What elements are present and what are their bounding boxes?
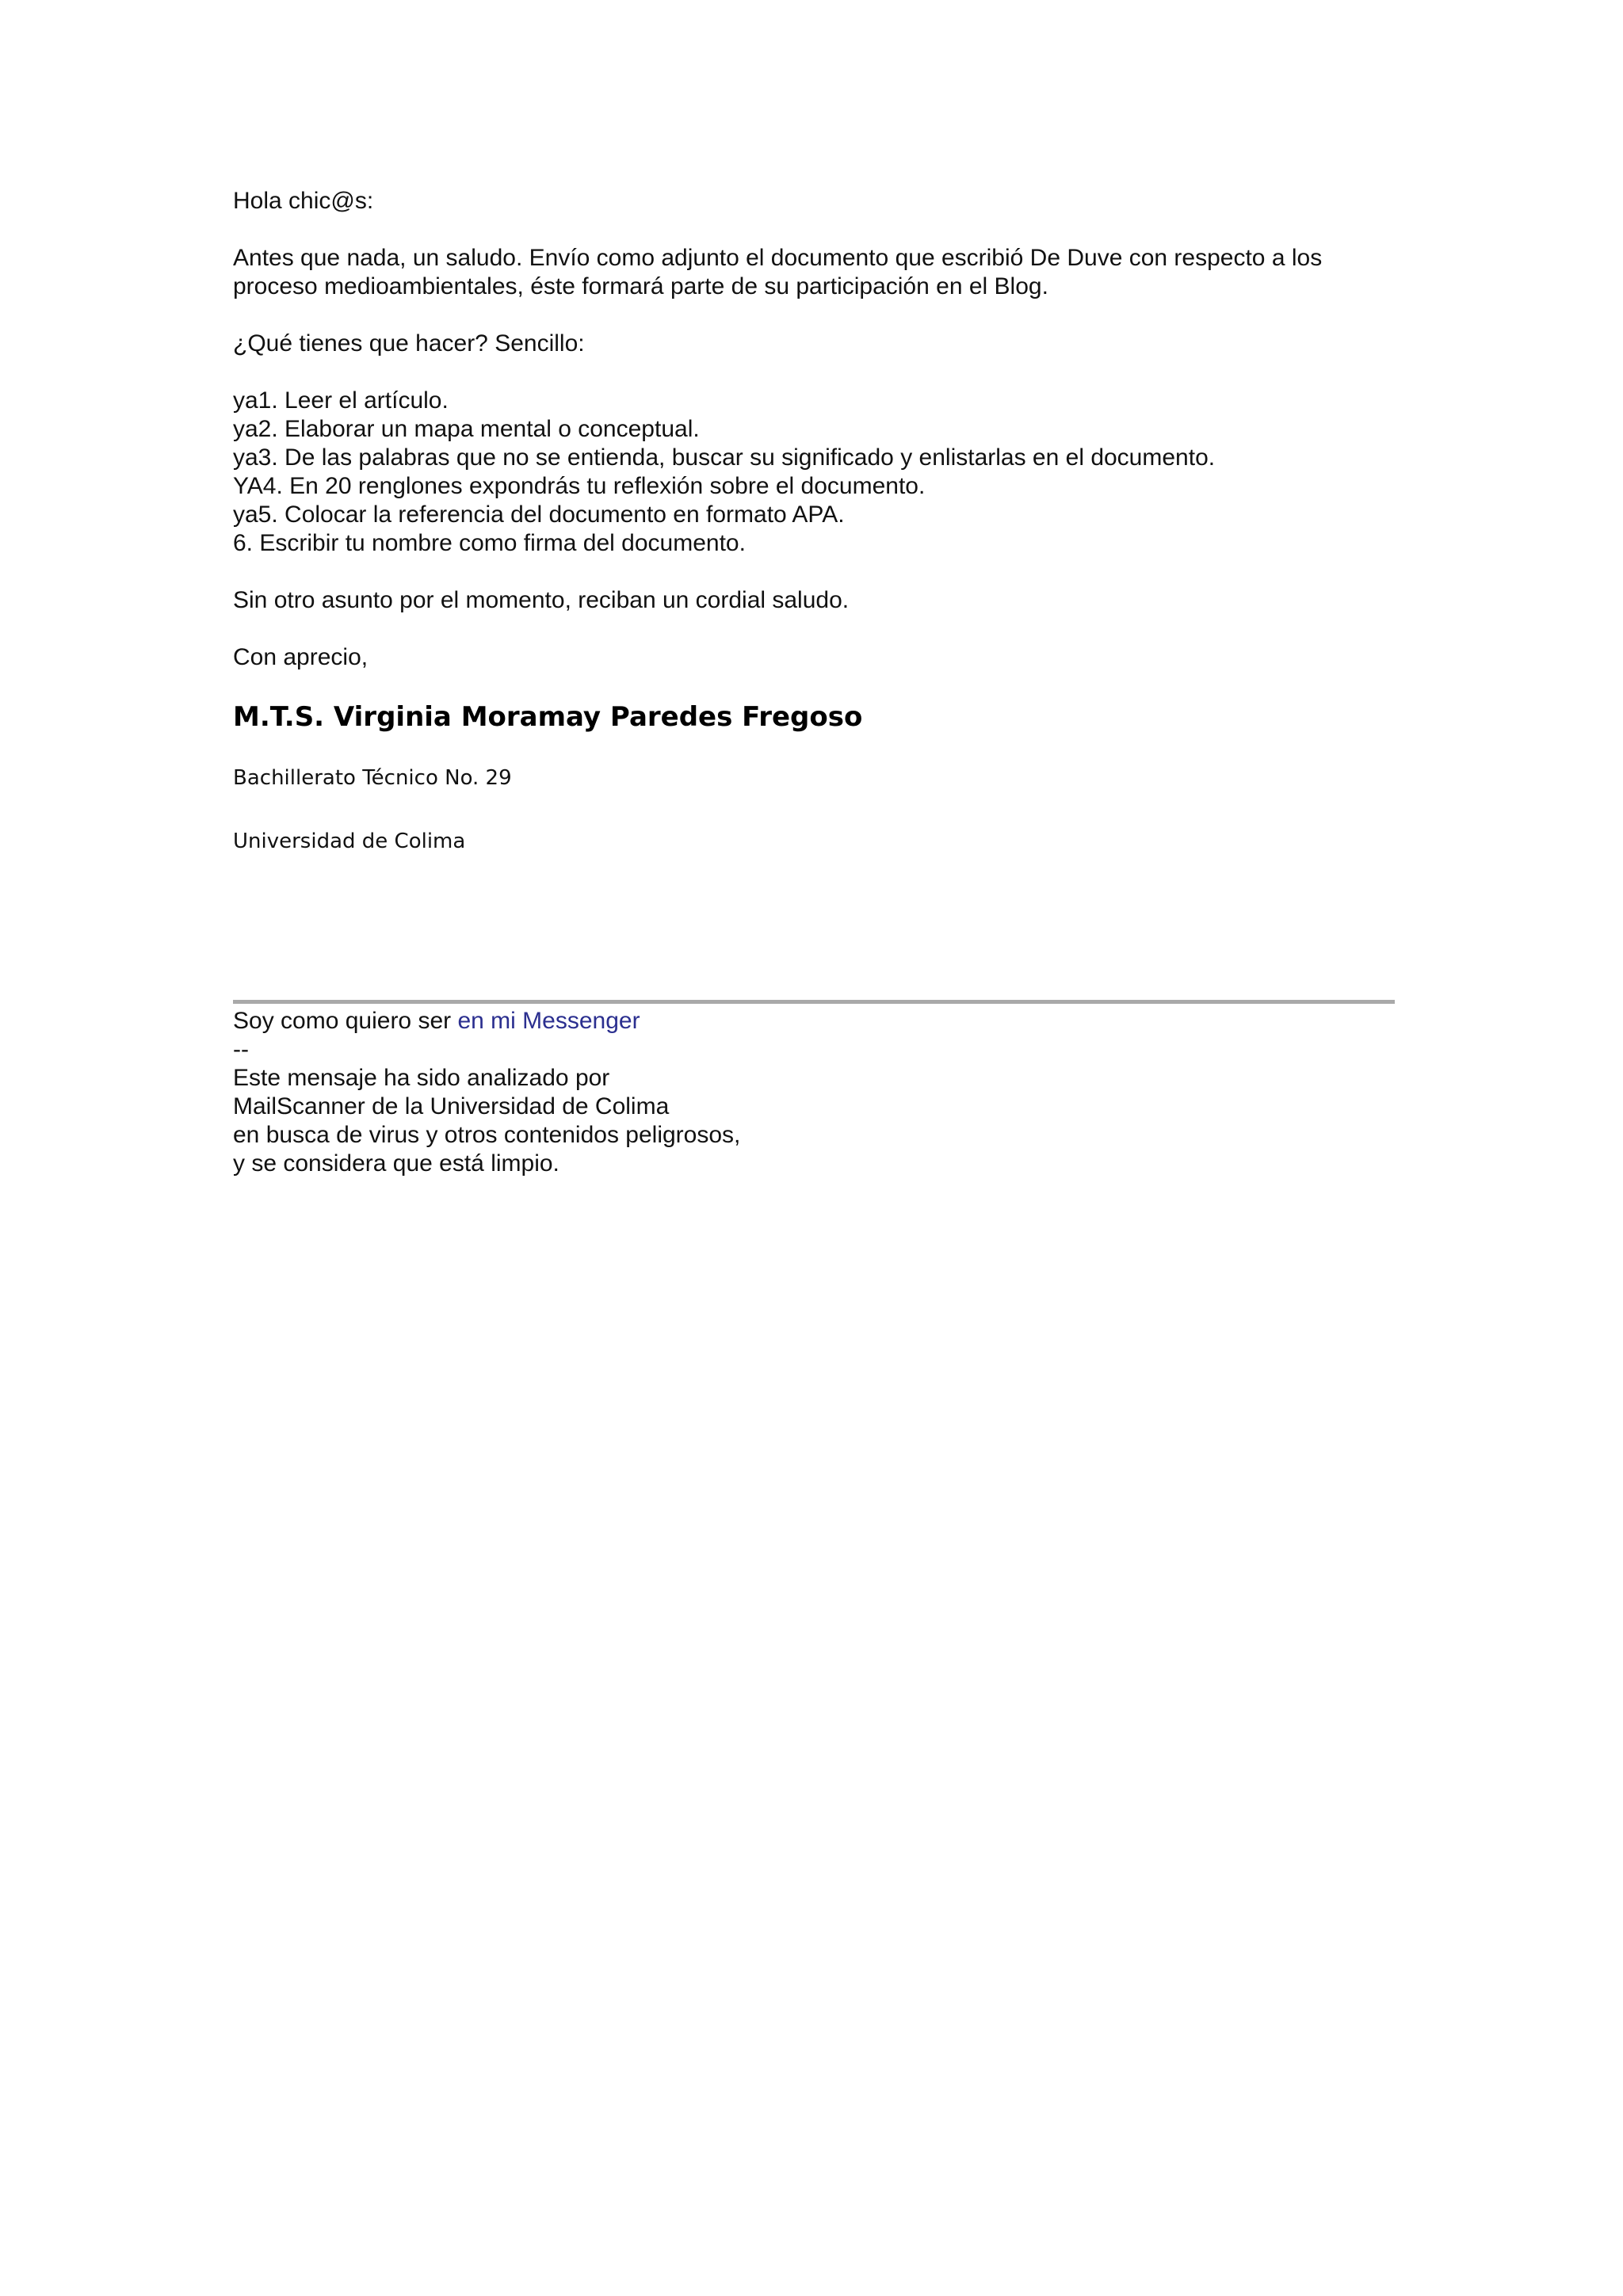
signature-university: Universidad de Colima (233, 830, 466, 853)
instructions-question: ¿Qué tienes que hacer? Sencillo: (233, 330, 585, 357)
signature-name: M.T.S. Virginia Moramay Paredes Fregoso (233, 701, 863, 733)
list-item: ya3. De las palabras que no se entienda, buscar su significado y enlistarlas en el documento. (233, 444, 1216, 471)
messenger-promo (233, 1007, 1395, 1035)
scanner-line: y se considera que está limpio. (233, 1150, 559, 1177)
scanner-line: en busca de virus y otros contenidos peligrosos, (233, 1122, 741, 1148)
closing-paragraph: Sin otro asunto por el momento, reciban un cordial saludo. (233, 587, 850, 613)
valediction: Con aprecio, (233, 644, 369, 670)
greeting: Hola chic@s: (233, 188, 374, 214)
signature-separator: -- (233, 1036, 249, 1062)
intro-paragraph: Antes que nada, un saludo. Envío como adjunto el documento que escribió De Duve con respecto a los proceso medioambientales, éste formará parte de su participación en el Blog. (233, 245, 1323, 299)
email-footer (233, 1000, 1395, 1178)
list-item: ya1. Leer el artículo. (233, 387, 449, 414)
promo-text: Soy como quiero ser (233, 1008, 458, 1034)
list-item: ya5. Colocar la referencia del documento en formato APA. (233, 502, 845, 528)
list-item: 6. Escribir tu nombre como firma del documento. (233, 530, 746, 556)
footer-divider (233, 1000, 1395, 1004)
list-item: YA4. En 20 renglones expondrás tu reflexión sobre el documento. (233, 473, 926, 499)
messenger-link[interactable]: en mi Messenger (457, 1008, 640, 1034)
scanner-line: MailScanner de la Universidad de Colima (233, 1093, 670, 1119)
email-body (233, 187, 1398, 892)
list-item: ya2. Elaborar un mapa mental o conceptual. (233, 416, 700, 442)
scanner-line: Este mensaje ha sido analizado por (233, 1065, 610, 1091)
steps-list (233, 387, 1398, 558)
signature-school: Bachillerato Técnico No. 29 (233, 766, 512, 790)
